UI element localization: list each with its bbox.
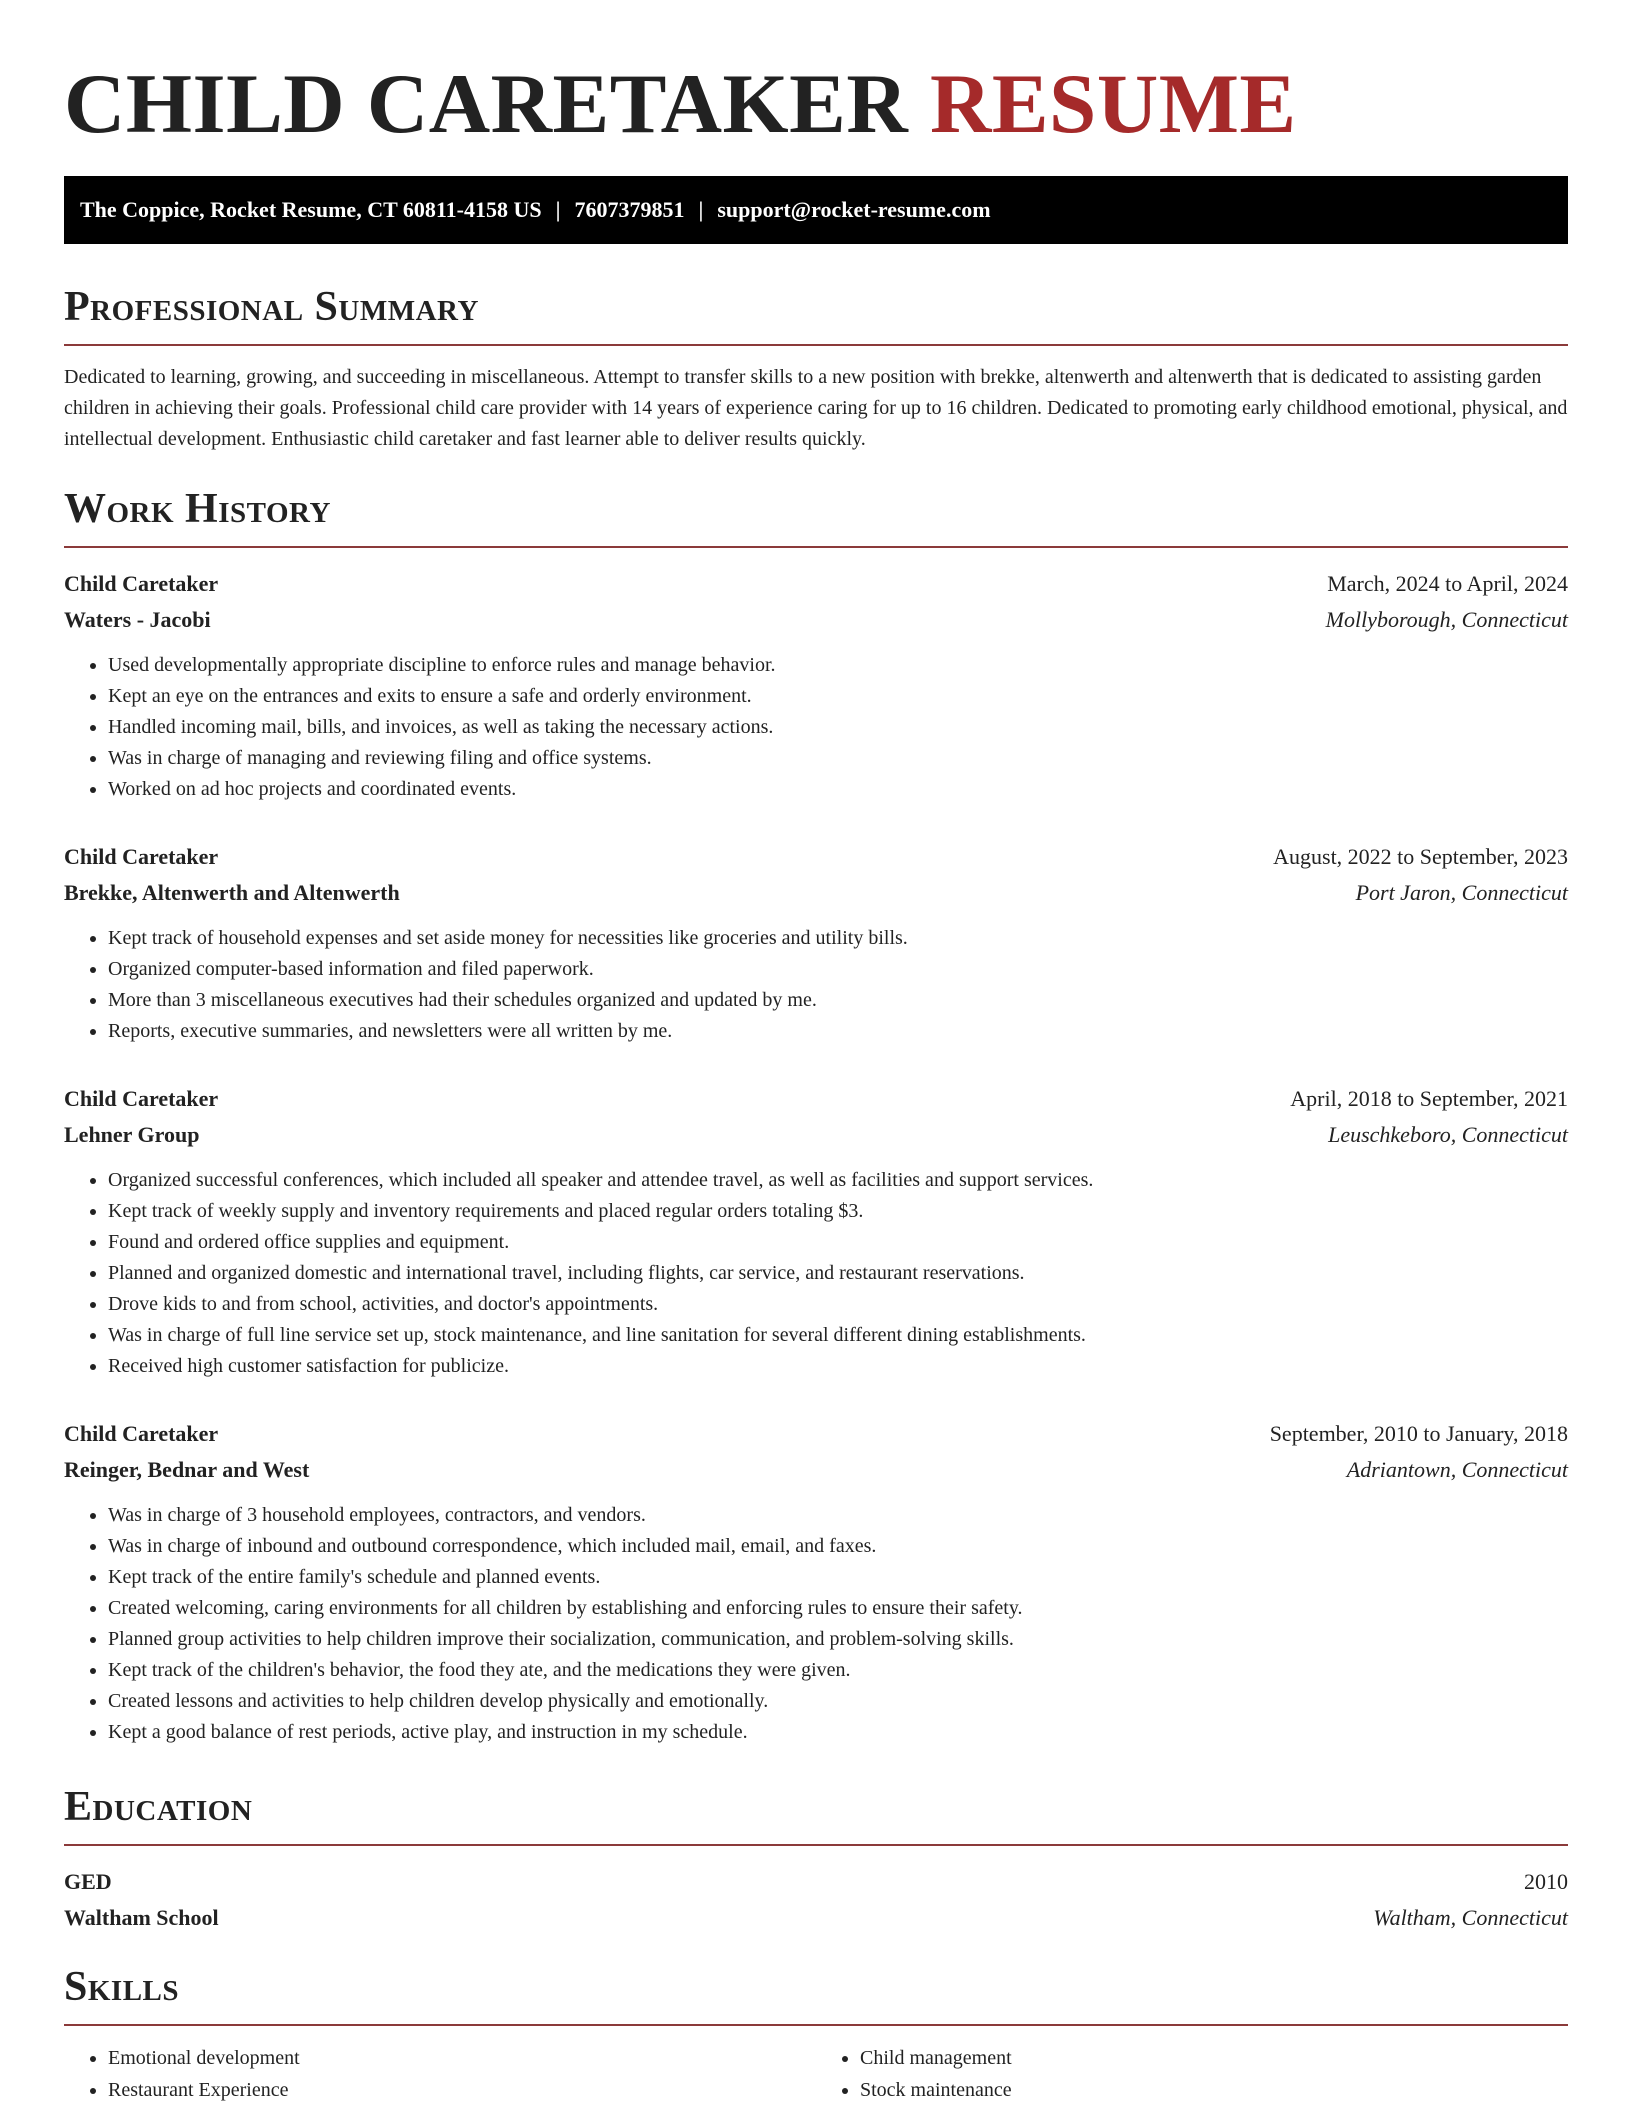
contact-phone: 7607379851 bbox=[574, 197, 685, 222]
skill-item: • Restaurant Experience bbox=[108, 2074, 816, 2106]
job-dates: March, 2024 to April, 2024 bbox=[1327, 571, 1568, 596]
education-school: Waltham School bbox=[64, 1905, 219, 1930]
job-title: Child Caretaker bbox=[64, 1086, 219, 1111]
job-bullet: • Organized successful conferences, which included all speaker and attendee travel, as well as facilities and support services. bbox=[108, 1165, 1568, 1196]
job-bullet: • Was in charge of 3 household employees, contractors, and vendors. bbox=[108, 1500, 1568, 1531]
title-accent: RESUME bbox=[929, 57, 1297, 151]
work-history-heading: Work History bbox=[64, 484, 1568, 548]
resume-title bbox=[64, 56, 1297, 152]
job-bullet: • Planned and organized domestic and international travel, including flights, car service, and restaurant reservations. bbox=[108, 1258, 1568, 1289]
contact-address: The Coppice, Rocket Resume, CT 60811-4158 US bbox=[80, 197, 542, 222]
job-bullet: • Kept a good balance of rest periods, active play, and instruction in my schedule. bbox=[108, 1717, 1568, 1748]
job-bullet: • Drove kids to and from school, activities, and doctor's appointments. bbox=[108, 1289, 1568, 1320]
contact-separator: | bbox=[698, 197, 704, 222]
job-bullet: • Organized computer-based information and filed paperwork. bbox=[108, 954, 1568, 985]
skills-right-list bbox=[816, 2042, 1568, 2106]
job-dates: September, 2010 to January, 2018 bbox=[1269, 1421, 1568, 1446]
contact-separator: | bbox=[555, 197, 561, 222]
title-main: CHILD CARETAKER bbox=[64, 57, 909, 151]
job-company: Brekke, Altenwerth and Altenwerth bbox=[64, 880, 400, 905]
skills-columns bbox=[64, 2042, 1568, 2106]
skills-section bbox=[64, 1962, 1568, 2106]
education-degree: GED bbox=[64, 1869, 112, 1894]
job-bullet: • Worked on ad hoc projects and coordinated events. bbox=[108, 774, 1568, 805]
job-bullet: • Was in charge of full line service set up, stock maintenance, and line sanitation for several different dining establishments. bbox=[108, 1320, 1568, 1351]
job-bullet: • Planned group activities to help children improve their socialization, communication, and problem-solving skills. bbox=[108, 1624, 1568, 1655]
job-location: Adriantown, Connecticut bbox=[1346, 1457, 1568, 1482]
education-heading: Education bbox=[64, 1782, 1568, 1846]
job-dates: April, 2018 to September, 2021 bbox=[1290, 1086, 1568, 1111]
job-bullet: • Reports, executive summaries, and newsletters were all written by me. bbox=[108, 1016, 1568, 1047]
job-location: Leuschkeboro, Connecticut bbox=[1328, 1122, 1568, 1147]
job-bullet: • Handled incoming mail, bills, and invoices, as well as taking the necessary actions. bbox=[108, 712, 1568, 743]
job-company: Lehner Group bbox=[64, 1122, 200, 1147]
contact-bar bbox=[64, 176, 1568, 244]
job-entry bbox=[64, 839, 1568, 1047]
job-bullet: • Used developmentally appropriate discipline to enforce rules and manage behavior. bbox=[108, 650, 1568, 681]
skill-item: • Emotional development bbox=[108, 2042, 816, 2074]
job-bullet: • Received high customer satisfaction for publicize. bbox=[108, 1351, 1568, 1382]
skill-item: • Child management bbox=[860, 2042, 1568, 2074]
job-bullets bbox=[64, 1165, 1568, 1382]
job-bullet: • Created welcoming, caring environments for all children by establishing and enforcing rules to ensure their safety. bbox=[108, 1593, 1568, 1624]
job-title: Child Caretaker bbox=[64, 1421, 219, 1446]
job-bullet: • Kept an eye on the entrances and exits to ensure a safe and orderly environment. bbox=[108, 681, 1568, 712]
education-entry bbox=[64, 1864, 1568, 1936]
education-year: 2010 bbox=[1524, 1869, 1568, 1894]
job-bullet: • More than 3 miscellaneous executives had their schedules organized and updated by me. bbox=[108, 985, 1568, 1016]
job-bullet: • Found and ordered office supplies and equipment. bbox=[108, 1227, 1568, 1258]
job-location: Mollyborough, Connecticut bbox=[1325, 607, 1568, 632]
job-bullet: • Was in charge of inbound and outbound correspondence, which included mail, email, and faxes. bbox=[108, 1531, 1568, 1562]
job-title: Child Caretaker bbox=[64, 844, 219, 869]
job-entry bbox=[64, 566, 1568, 805]
job-title: Child Caretaker bbox=[64, 571, 219, 596]
summary-section bbox=[64, 282, 1568, 455]
skills-heading: Skills bbox=[64, 1962, 1568, 2026]
job-entry bbox=[64, 1081, 1568, 1382]
job-bullet: • Kept track of household expenses and set aside money for necessities like groceries and utility bills. bbox=[108, 923, 1568, 954]
contact-email: support@rocket-resume.com bbox=[717, 197, 991, 222]
job-bullet: • Kept track of weekly supply and inventory requirements and placed regular orders totaling $3. bbox=[108, 1196, 1568, 1227]
skill-item: • Stock maintenance bbox=[860, 2074, 1568, 2106]
jobs-list bbox=[64, 566, 1568, 1748]
education-location: Waltham, Connecticut bbox=[1373, 1905, 1568, 1930]
job-bullets bbox=[64, 1500, 1568, 1748]
job-dates: August, 2022 to September, 2023 bbox=[1273, 844, 1568, 869]
skills-left-list bbox=[64, 2042, 816, 2106]
job-bullet: • Was in charge of managing and reviewing filing and office systems. bbox=[108, 743, 1568, 774]
summary-text: Dedicated to learning, growing, and succeeding in miscellaneous. Attempt to transfer skills to a new position with brekke, altenwerth and altenwerth that is dedicated to assisting garden children in achieving their goals. Professional child care provider with 14 years of experience caring for up to 16 children. Dedicated to promoting early childhood emotional, physical, and intellectual development. Enthusiastic child caretaker and fast learner able to deliver results quickly. bbox=[64, 366, 1568, 450]
job-bullet: • Kept track of the children's behavior, the food they ate, and the medications they were given. bbox=[108, 1655, 1568, 1686]
job-company: Reinger, Bednar and West bbox=[64, 1457, 310, 1482]
job-company: Waters - Jacobi bbox=[64, 607, 211, 632]
job-location: Port Jaron, Connecticut bbox=[1355, 880, 1568, 905]
job-bullet: • Created lessons and activities to help children develop physically and emotionally. bbox=[108, 1686, 1568, 1717]
job-entry bbox=[64, 1416, 1568, 1748]
education-section bbox=[64, 1782, 1568, 1936]
job-bullet: • Kept track of the entire family's schedule and planned events. bbox=[108, 1562, 1568, 1593]
summary-heading: Professional Summary bbox=[64, 282, 1568, 346]
job-bullets bbox=[64, 923, 1568, 1047]
work-history-section bbox=[64, 484, 1568, 1748]
job-bullets bbox=[64, 650, 1568, 805]
